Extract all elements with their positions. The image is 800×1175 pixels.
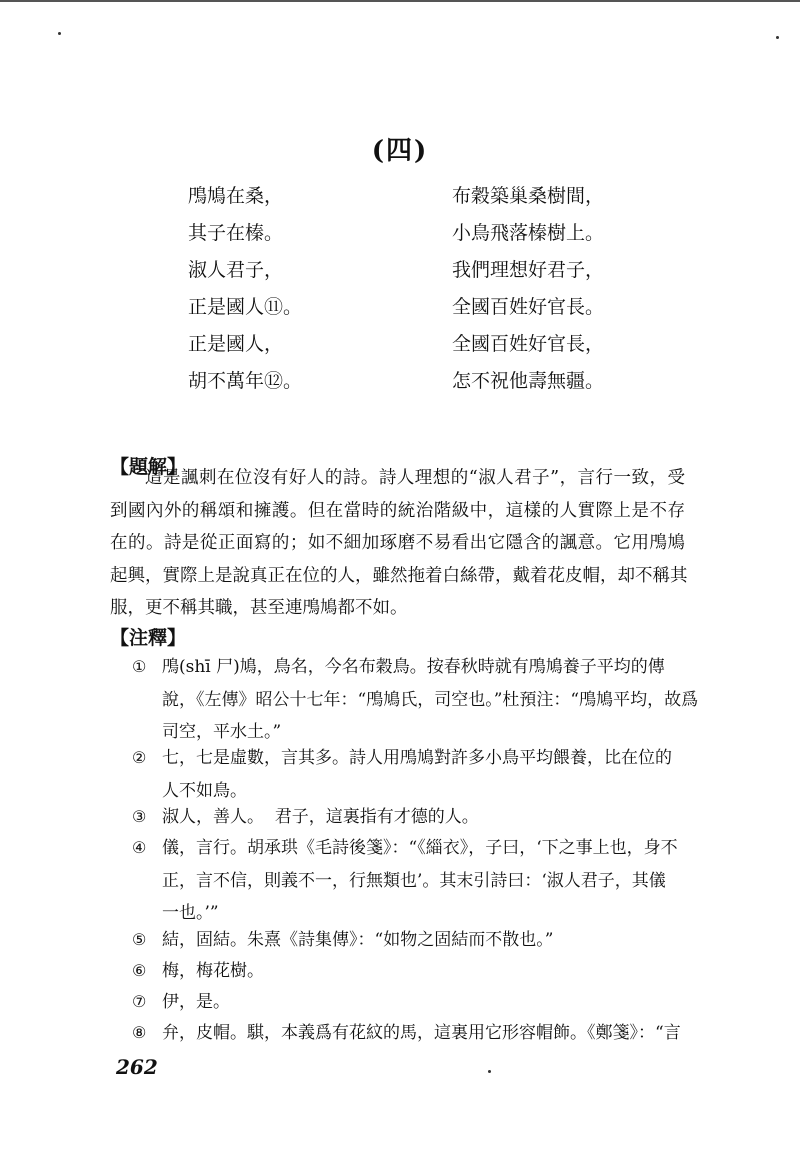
poem-translation-line: 我們理想好君子， bbox=[452, 259, 605, 281]
poem-translation-column bbox=[452, 178, 604, 400]
poem-original-line: 淑人君子， bbox=[188, 259, 284, 281]
note-line: 說，《左傳》昭公十七年：“鳲鳩氏，司空也。”杜預注：“鳲鳩平均，故爲 bbox=[162, 689, 699, 710]
explanation-line: 服，更不稱其職，甚至連鳲鳩都不如。 bbox=[110, 598, 408, 618]
poem-original-line: 正是國人⑪。 bbox=[188, 296, 303, 318]
poem-translation-line: 小鳥飛落榛樹上。 bbox=[452, 222, 605, 244]
note-line: 司空，平水土。” bbox=[162, 722, 282, 742]
scan-speck bbox=[488, 1070, 491, 1073]
note-line: 梅，梅花樹。 bbox=[162, 961, 264, 981]
note-number: ② bbox=[132, 748, 147, 767]
explanation-paragraph bbox=[110, 462, 688, 625]
poem-original-line: 其子在榛。 bbox=[188, 222, 284, 244]
note-number: ⑤ bbox=[132, 930, 147, 949]
note-line: 一也。’” bbox=[162, 903, 219, 923]
page-top-edge bbox=[0, 0, 800, 2]
note-line: 鳲(shī 尸)鳩，鳥名，今名布穀鳥。按春秋時就有鳲鳩養子平均的傳 bbox=[162, 657, 665, 677]
explanation-line: 在的。詩是從正面寫的；如不細加琢磨不易看出它隱含的諷意。它用鳲鳩 bbox=[110, 533, 685, 553]
note-number: ① bbox=[132, 657, 147, 676]
scan-speck bbox=[58, 32, 61, 35]
note-line: 正，言不信，則義不一，行無類也’。其末引詩曰：‘淑人君子，其儀 bbox=[162, 870, 666, 891]
note-line: 淑人，善人。 君子，這裏指有才德的人。 bbox=[162, 807, 479, 827]
note-number: ⑧ bbox=[132, 1023, 147, 1042]
note-number: ④ bbox=[132, 838, 147, 857]
note-number: ⑦ bbox=[132, 992, 147, 1011]
scan-speck bbox=[776, 36, 779, 39]
note-line: 儀，言行。胡承珙《毛詩後箋》：“《緇衣》，子曰，‘下之事上也，身不 bbox=[162, 838, 678, 858]
poem-translation-line: 怎不祝他壽無疆。 bbox=[452, 370, 605, 392]
poem-original-line: 正是國人， bbox=[188, 333, 284, 355]
poem-original-line: 鳲鳩在桑， bbox=[188, 185, 284, 207]
note-line: 七，七是虛數，言其多。詩人用鳲鳩對許多小鳥平均餵養，比在位的 bbox=[162, 748, 672, 768]
page-number: 262 bbox=[116, 1055, 158, 1079]
notes-heading: 【注釋】 bbox=[110, 627, 187, 649]
note-line: 弁，皮帽。騏，本義爲有花紋的馬，這裏用它形容帽飾。《鄭箋》：“言 bbox=[162, 1023, 681, 1043]
note-number: ③ bbox=[132, 807, 147, 826]
poem-original-column bbox=[188, 178, 302, 400]
poem-original-line: 胡不萬年⑫。 bbox=[188, 370, 303, 392]
explanation-line: 這是諷刺在位沒有好人的詩。詩人理想的“淑人君子”，言行一致，受 bbox=[145, 468, 685, 488]
explanation-heading: 【題解】 bbox=[110, 456, 187, 478]
note-line: 結，固結。朱熹《詩集傳》：“如物之固結而不散也。” bbox=[162, 930, 554, 950]
poem-translation-line: 全國百姓好官長。 bbox=[452, 296, 605, 318]
note-line: 人不如鳥。 bbox=[162, 780, 247, 801]
note-number: ⑥ bbox=[132, 961, 147, 980]
poem-translation-line: 布穀築巢桑樹間， bbox=[452, 185, 605, 207]
explanation-line: 到國內外的稱頌和擁護。但在當時的統治階級中，這樣的人實際上是不存 bbox=[110, 500, 685, 521]
section-heading: (四) bbox=[371, 136, 429, 166]
note-line: 伊，是。 bbox=[162, 992, 230, 1012]
explanation-line: 起興，實際上是說真正在位的人，雖然拖着白絲帶，戴着花皮帽，却不稱其 bbox=[110, 565, 688, 586]
poem-translation-line: 全國百姓好官長， bbox=[452, 333, 605, 355]
